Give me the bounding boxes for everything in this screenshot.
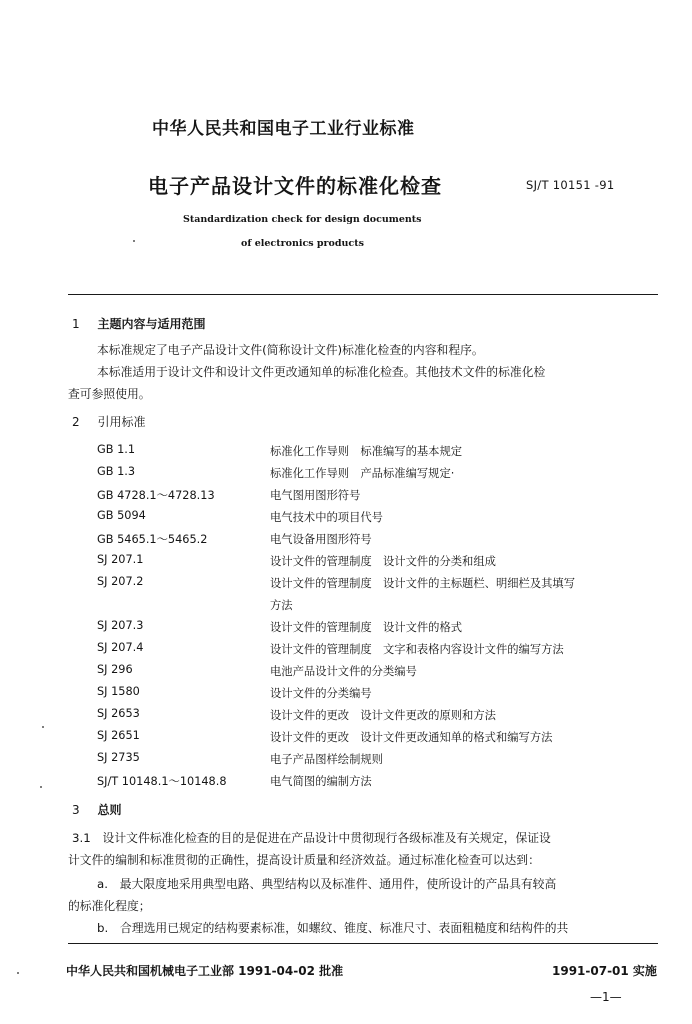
- section-3-number: 3: [72, 803, 80, 817]
- reference-row: [97, 641, 564, 656]
- section-3-heading: [72, 801, 121, 818]
- section-1-number: 1: [72, 317, 80, 331]
- reference-row: [97, 443, 463, 458]
- document-title: 电子产品设计文件的标准化检查: [148, 174, 442, 198]
- item-b-line-1: b. 合理选用已规定的结构要素标准，如螺纹、锥度、标准尺寸、表面粗糙度和结构件的共: [97, 921, 569, 935]
- reference-title: 电池产品设计文件的分类编号: [270, 665, 417, 678]
- footer-divider: [68, 943, 658, 944]
- section-3-title: 总则: [97, 803, 122, 817]
- section-2-title: 引用标准: [97, 415, 146, 429]
- reference-code: SJ 2651: [97, 729, 140, 742]
- reference-row: [97, 509, 383, 524]
- reference-title: 设计文件的管理制度 设计文件的主标题栏、明细栏及其填写: [270, 577, 576, 590]
- reference-title: 方法: [270, 599, 293, 612]
- reference-title: 标准化工作导则 标准编写的基本规定: [270, 445, 463, 458]
- reference-code: SJ 207.4: [97, 641, 144, 654]
- clause-3-1-line-2: 计文件的编制和标准贯彻的正确性，提高设计质量和经济效益。通过标准化检查可以达到：: [68, 853, 540, 867]
- page-number: —1—: [590, 990, 622, 1004]
- section-1-paragraph-2-line-1: 本标准适用于设计文件和设计文件更改通知单的标准化检查。其他技术文件的标准化检: [97, 365, 546, 379]
- reference-code: SJ/T 10148.1～10148.8: [97, 775, 227, 788]
- reference-code: SJ 296: [97, 663, 133, 676]
- reference-row: [97, 773, 372, 789]
- reference-row: [97, 531, 372, 547]
- reference-title: 设计文件的分类编号: [270, 687, 372, 700]
- english-title-line-2: of electronics products: [241, 238, 364, 249]
- reference-title: 电气设备用图形符号: [270, 533, 372, 546]
- reference-row: [97, 707, 496, 722]
- reference-title: 电子产品图样绘制规则: [270, 753, 383, 766]
- scan-speck: [17, 972, 19, 974]
- header-divider: [68, 294, 658, 295]
- issuing-organization: 中华人民共和国电子工业行业标准: [152, 119, 415, 139]
- section-2-heading: [72, 413, 145, 430]
- reference-code: GB 4728.1～4728.13: [97, 489, 215, 502]
- section-1-paragraph-2-line-2: 查可参照使用。: [68, 387, 151, 401]
- reference-row: [97, 751, 383, 766]
- section-1-title: 主题内容与适用范围: [97, 317, 206, 331]
- reference-code: GB 1.3: [97, 465, 136, 478]
- reference-code: GB 1.1: [97, 443, 136, 456]
- reference-code: SJ 207.1: [97, 553, 144, 566]
- reference-title: 设计文件的更改 设计文件更改的原则和方法: [270, 709, 496, 722]
- reference-row: [97, 729, 553, 744]
- reference-row: [97, 553, 496, 568]
- item-a-line-2: 的标准化程度；: [68, 899, 151, 913]
- reference-title: 设计文件的更改 设计文件更改通知单的格式和编写方法: [270, 731, 553, 744]
- reference-row-continuation: [97, 597, 293, 612]
- approval-note: 中华人民共和国机械电子工业部 1991-04-02 批准: [66, 964, 344, 978]
- reference-code: SJ 207.2: [97, 575, 144, 588]
- reference-title: 电气技术中的项目代号: [270, 511, 383, 524]
- reference-row: [97, 685, 372, 700]
- reference-title: 设计文件的管理制度 设计文件的格式: [270, 621, 463, 634]
- clause-3-1-line-1: 3.1 设计文件标准化检查的目的是促进在产品设计中贯彻现行各级标准及有关规定，保证设: [72, 831, 551, 845]
- reference-title: 标准化工作导则 产品标准编写规定·: [270, 467, 455, 480]
- implementation-date: 1991-07-01 实施: [552, 964, 657, 978]
- reference-row: [97, 619, 463, 634]
- scan-speck: [40, 786, 42, 788]
- reference-row: [97, 663, 417, 678]
- reference-title: 设计文件的管理制度 文字和表格内容设计文件的编写方法: [270, 643, 564, 656]
- reference-row: [97, 487, 361, 503]
- section-1-heading: [72, 315, 205, 332]
- reference-code: GB 5465.1～5465.2: [97, 533, 208, 546]
- reference-code: SJ 2735: [97, 751, 140, 764]
- scan-speck: [42, 726, 44, 728]
- reference-code: SJ 1580: [97, 685, 140, 698]
- reference-code: GB 5094: [97, 509, 146, 522]
- english-title-line-1: Standardization check for design documents: [183, 214, 422, 225]
- reference-code: SJ 207.3: [97, 619, 144, 632]
- reference-title: 设计文件的管理制度 设计文件的分类和组成: [270, 555, 496, 568]
- section-2-number: 2: [72, 415, 80, 429]
- reference-row: [97, 465, 455, 480]
- scan-speck: [133, 240, 135, 242]
- item-a-line-1: a. 最大限度地采用典型电路、典型结构以及标准件、通用件，使所设计的产品具有较高: [97, 877, 557, 891]
- section-1-paragraph-1: 本标准规定了电子产品设计文件(简称设计文件)标准化检查的内容和程序。: [97, 343, 484, 357]
- reference-row: [97, 575, 576, 590]
- reference-title: 电气图用图形符号: [270, 489, 361, 502]
- standard-number: SJ/T 10151 -91: [526, 178, 615, 192]
- reference-code: SJ 2653: [97, 707, 140, 720]
- reference-title: 电气简图的编制方法: [270, 775, 372, 788]
